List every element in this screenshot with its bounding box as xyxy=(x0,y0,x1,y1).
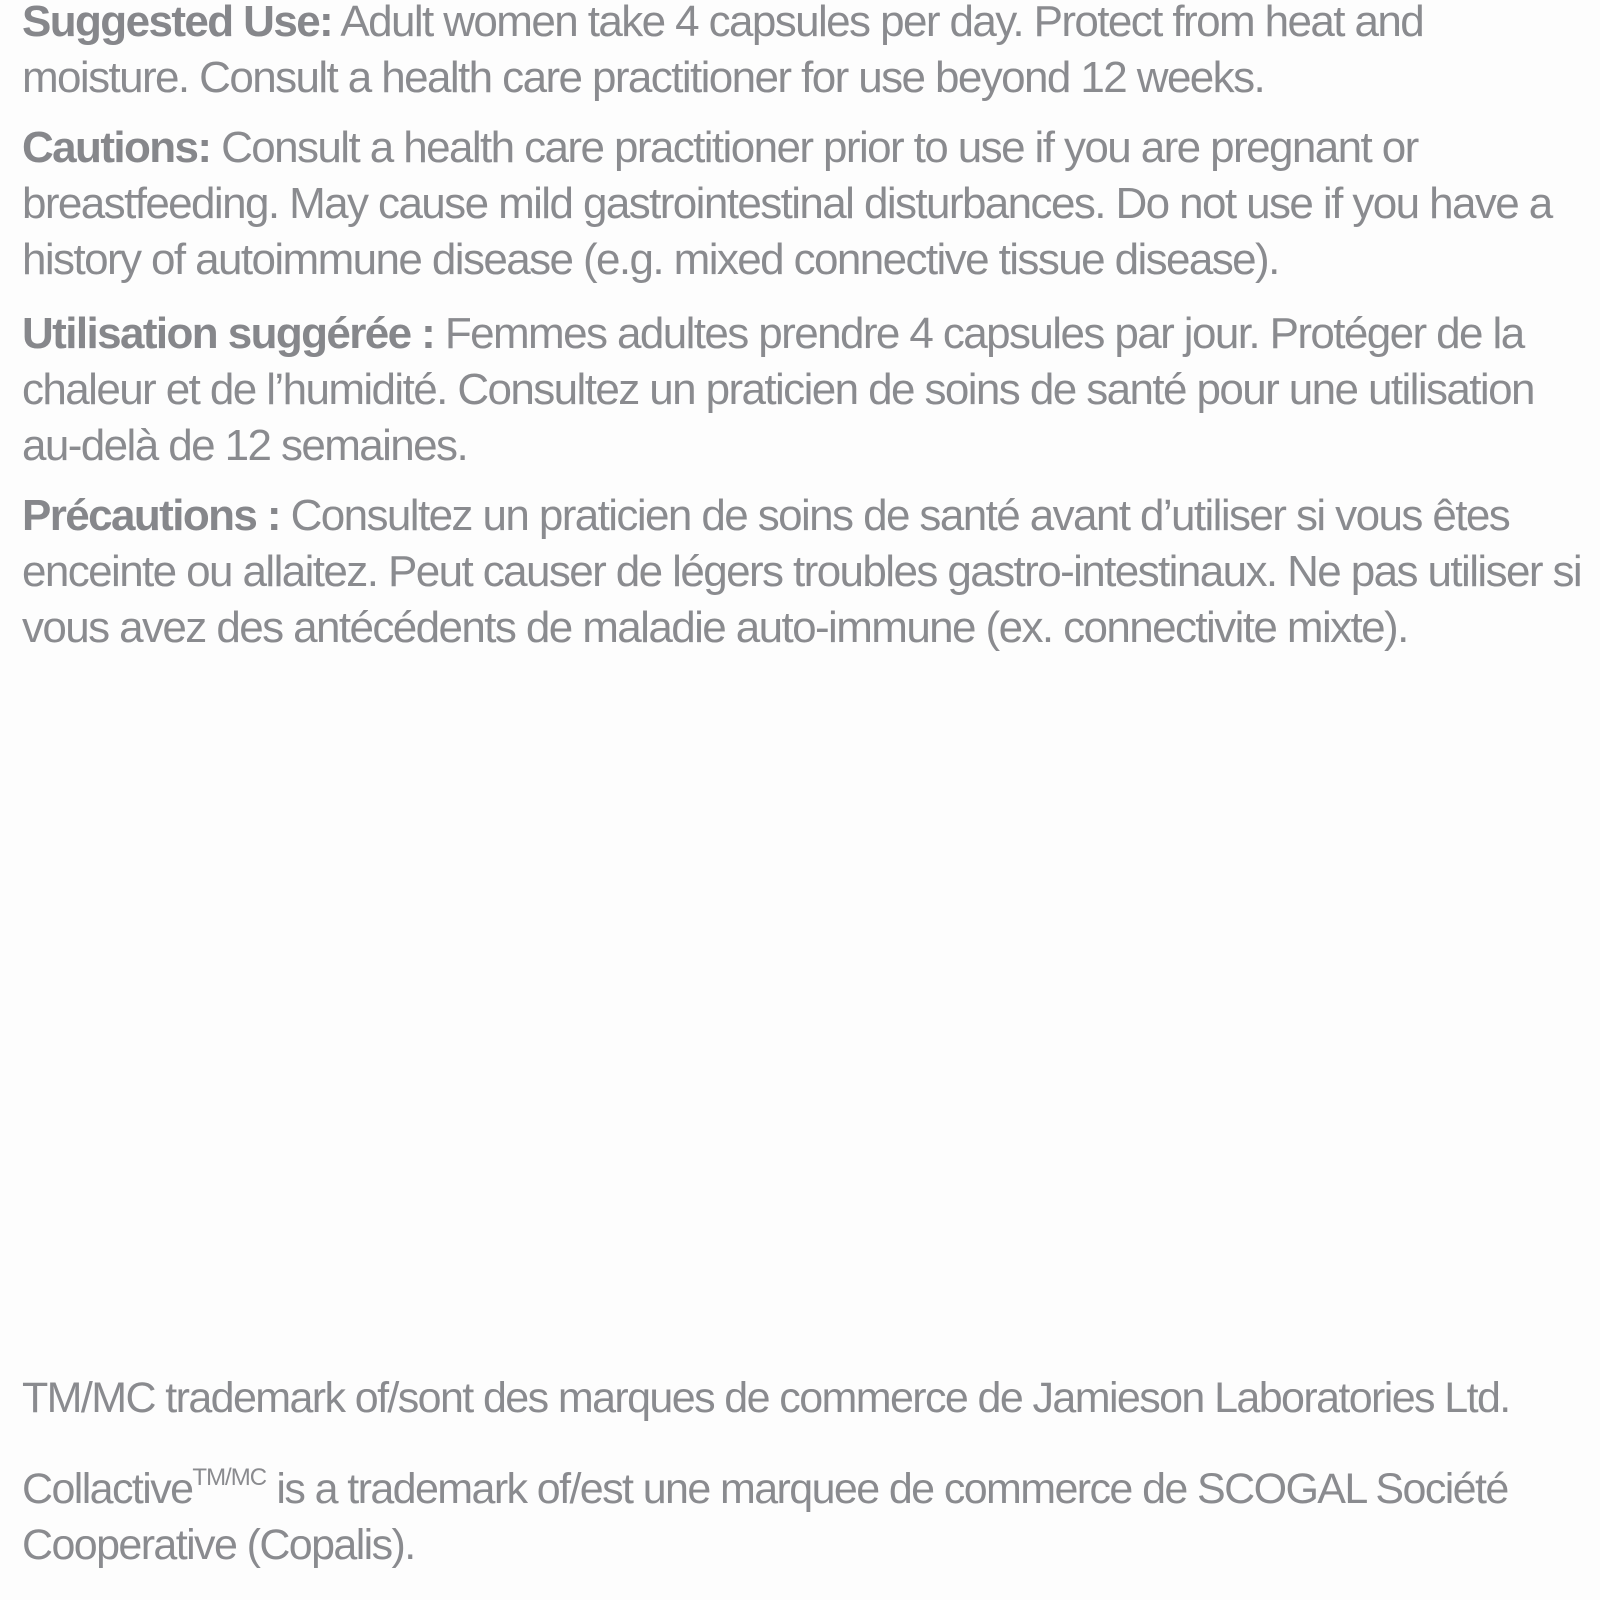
cautions-heading: Cautions: xyxy=(22,123,211,172)
cautions-section xyxy=(22,120,1592,288)
utilisation-heading: Utilisation suggérée : xyxy=(22,309,435,358)
cautions-text: Consult a health care practitioner prior to use if you are pregnant or breastfeeding. May cause mild gastrointestinal disturbances. Do not use if you have a history of autoimmune disease (e.g. mixed connective tissue disease). xyxy=(22,123,1552,284)
precautions-section xyxy=(22,488,1592,656)
collactive-trademark-notice xyxy=(22,1450,1582,1573)
utilisation-text: Femmes adultes prendre 4 capsules par jour. Protéger de la chaleur et de l’humidité. Consultez un praticien de soins de santé pour une utilisation au-delà de 12 semaines. xyxy=(22,309,1534,470)
precautions-heading: Précautions : xyxy=(22,491,280,540)
collactive-trademark-text: is a trademark of/est une marquee de commerce de SCOGAL Société Cooperative (Copalis). xyxy=(22,1465,1508,1569)
suggested-use-section xyxy=(22,0,1592,106)
collactive-trademark-mark: TM/MC xyxy=(192,1464,267,1491)
precautions-text: Consultez un praticien de soins de santé avant d’utiliser si vous êtes enceinte ou allaitez. Peut causer de légers troubles gastro-intestinaux. Ne pas utiliser si vous avez des antécédents de maladie auto-immune (ex. connectivite mixte). xyxy=(22,491,1582,652)
collactive-brand-name: Collactive xyxy=(22,1465,193,1513)
suggested-use-text: Adult women take 4 capsules per day. Protect from heat and moisture. Consult a health care practitioner for use beyond 12 weeks. xyxy=(22,0,1424,102)
utilisation-section xyxy=(22,306,1592,474)
jamieson-trademark-notice: TM/MC trademark of/sont des marques de commerce de Jamieson Laboratories Ltd. xyxy=(22,1374,1510,1422)
suggested-use-heading: Suggested Use: xyxy=(22,0,333,46)
